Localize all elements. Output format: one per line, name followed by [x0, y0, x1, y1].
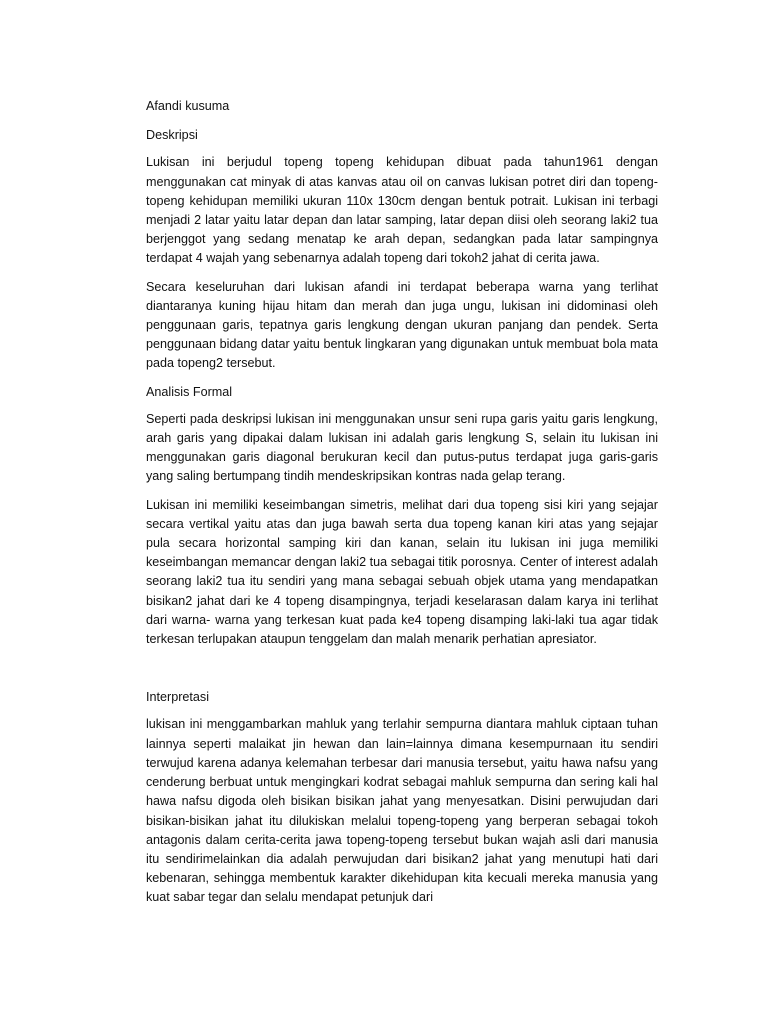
paragraph-analisis-1: Seperti pada deskripsi lukisan ini menggunakan unsur seni rupa garis yaitu garis lengkung, arah garis yang dipakai dalam lukisan ini adalah garis lengkung S, selain itu lukisan ini menggunakan garis diagonal berukuran kecil dan putus-putus terdapat juga garis-garis yang saling bertumpang tindih mendeskripsikan kontras nada gelap terang. — [146, 411, 658, 484]
heading-deskripsi: Deskripsi — [146, 128, 198, 143]
paragraph-interpretasi-1: lukisan ini menggambarkan mahluk yang terlahir sempurna diantara mahluk ciptaan tuhan lainnya seperti malaikat jin hewan dan lain=lainnya dimana kesempurnaan itu sendiri terwujud karena adanya kelemahan terbesar dari manusia tersebut, yaitu hawa nafsu yang cenderung berbuat untuk mengingkari kodrat sebagai mahluk sempurna dan sering kali hal hawa nafsu digoda oleh bisikan bisikan jahat yang menyesatkan. Disini perwujudan dari bisikan-bisikan jahat itu dilukiskan melalui topeng-topeng yang berperan sebagai tokoh antagonis dalam cerita-cerita jawa topeng-topeng tersebut bukan wajah asli dari manusia itu sendirimelainkan dia adalah perwujudan dari bisikan2 jahat yang menutupi hati dari kebenaran, sehingga membentuk karakter dikehidupan kita kecuali mereka manusia yang kuat sabar tegar dan selalu mendapat petunjuk dari — [146, 717, 658, 905]
heading-analisis-formal: Analisis Formal — [146, 384, 233, 399]
author-name: Afandi kusuma — [146, 99, 230, 113]
paragraph-analisis-2: Lukisan ini memiliki keseimbangan simetris, melihat dari dua topeng sisi kiri yang sejajar secara vertikal yaitu atas dan juga bawah serta dua topeng kanan kiri atas yang sejajar pula secara horizontal samping kiri dan kanan, selain itu lukisan ini juga memiliki keseimbangan memancar dengan laki2 tua sebagai titik porosnya. Center of interest adalah seorang laki2 tua itu sendiri yang mana sebagai sebuah objek utama yang mendapatkan bisikan2 jahat dari ke 4 topeng disampingnya, terjadi keselarasan dalam karya ini terlihat dari warna- warna yang terkesan kuat pada ke4 topeng disamping laki-laki tua agar tidak terkesan terlupakan ataupun tenggelam dan malah menarik perhatian apresiator. — [146, 497, 658, 647]
section-spacer — [146, 658, 658, 688]
heading-interpretasi: Interpretasi — [146, 690, 209, 705]
paragraph-deskripsi-1: Lukisan ini berjudul topeng topeng kehidupan dibuat pada tahun1961 dengan menggunakan cat minyak di atas kanvas atau oil on canvas lukisan potret diri dan topeng-topeng kehidupan memiliki ukuran 110x 130cm dengan bentuk potrait. Lukisan ini terbagi menjadi 2 latar yaitu latar depan dan latar samping, latar depan diisi oleh seorang laki2 tua berjenggot yang sedang menatap ke arah depan, sedangkan pada latar sampingnya terdapat 4 wajah yang sebenarnya adalah topeng dari tokoh2 jahat di cerita jawa. — [146, 155, 658, 266]
paragraph-deskripsi-2: Secara keseluruhan dari lukisan afandi ini terdapat beberapa warna yang terlihat diantaranya kuning hijau hitam dan merah dan juga ungu, lukisan ini didominasi oleh penggunaan garis, tepatnya garis lengkung dengan ukuran panjang dan pendek. Serta penggunaan bidang datar yaitu bentuk lingkaran yang digunakan untuk membuat bola mata pada topeng2 tersebut. — [146, 279, 658, 371]
document-page — [146, 97, 658, 917]
